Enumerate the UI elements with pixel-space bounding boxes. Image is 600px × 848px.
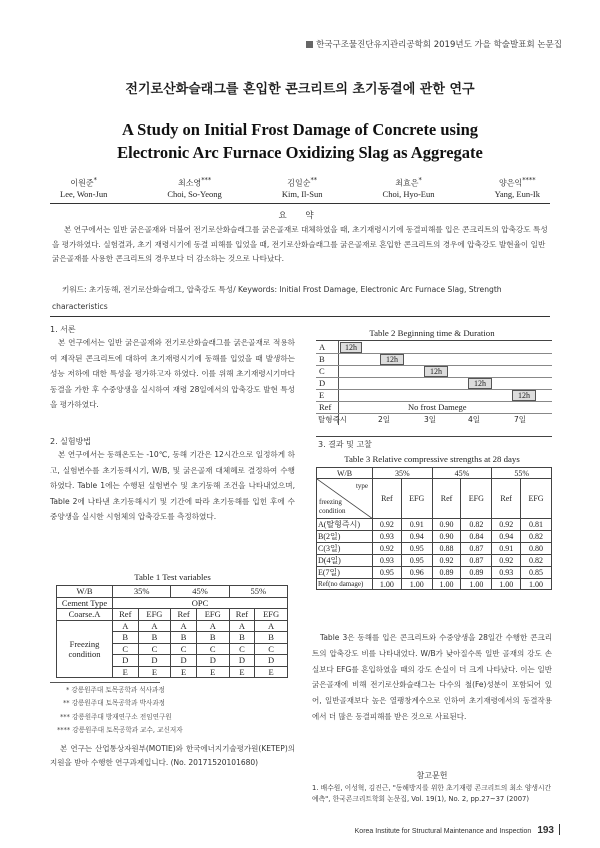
table-row: B(2일) 0.93 0.94 0.90 0.84 0.94 0.82 <box>317 531 552 543</box>
gantt-ref-text: No frost Damege <box>408 402 467 412</box>
section-title: 1. 서론 <box>50 325 76 334</box>
header-mark-icon <box>306 41 313 48</box>
table-row: D D D D D D <box>57 655 288 667</box>
footnotes: * 강릉원주대 토목공학과 석사과정 ** 강릉원주대 토목공학과 박사과정 *** 강릉원주대 방재연구소 전임연구원 **** 강릉원주대 토목공학과 교수, 교신저자 <box>57 686 183 734</box>
title-english-line1: A Study on Initial Frost Damage of Concrete using <box>122 120 478 139</box>
section-text: 본 연구에서는 동해온도는 -10℃, 동해 기간은 12시간으로 일정하게 하고, 실험변수를 초기동해시기, W/B, 및 굵은골재 대체혜로 결정하여 수행하였다. Table 1에는 수행된 실험변수 및 초기동해 조건을 나타내었으며, Table 2에 나타낸 초기동해시기 및 기간에 따라 초기동해를 입힌 후에 수중양생을 실시한 시험체의 압축강도를 측정하였다. <box>50 450 295 521</box>
section-title: 2. 실험방법 <box>50 437 92 446</box>
page-number: 193 <box>537 825 554 836</box>
table-row: A(탈형즉시) 0.92 0.91 0.90 0.82 0.92 0.81 <box>317 519 552 531</box>
keywords: 키워드: 초기동해, 전기로산화슬래그, 압축강도 특성/ Keywords: Initial Frost Damage, Electronic Arc Furnace Slag, Strength characteristics <box>52 285 502 311</box>
table-row: W/B 35% 45% 55% <box>57 586 288 598</box>
author: 최효은* Choi, Hyo-Eun <box>382 176 435 199</box>
table-row: B B B B B B <box>57 632 288 644</box>
abstract-bottom-rule <box>50 316 550 317</box>
title-english-line2: Electronic Arc Furnace Oxidizing Slag as Aggregate <box>117 143 483 162</box>
reference-item: 1. 배수원, 이성혁, 김진근, "동해방지를 위한 초기재령 콘크리트의 최소 양생시간 예측", 한국콘크리트학회 논문집, Vol. 19(1), No. 2, pp.27~37 (2007) <box>312 784 552 803</box>
table2-caption: Table 2 Beginning time & Duration <box>369 328 495 338</box>
section-text-results: Table 3은 동해를 입은 콘크리트와 수중양생을 28일간 수행한 콘크리트의 압축강도 비를 나타내었다. W/B가 낮아질수록 일반 골재의 강도 손실보다 EFG를 혼입하였을 때의 강도 손실이 더 크게 나타났다. 이는 일반 굵은골재에 비해 전기로산화슬래그는 다수의 철(Fe)성분이 포함되어 있어, 일반골재보다 높은 열팽창계수으로 인하여 초기재령에서의 동결작용에서 더 많은 동결피해를 받은 것으로 사료된다. <box>312 633 552 721</box>
gantt-bar: 12h <box>380 354 404 365</box>
table1-caption: Table 1 Test variables <box>134 572 211 582</box>
table-row: D(4일) 0.93 0.95 0.92 0.87 0.92 0.82 <box>317 555 552 567</box>
section-method <box>50 436 295 525</box>
table-row: Coarse.A Ref EFG Ref EFG Ref EFG <box>57 609 288 621</box>
footnote-rule <box>50 682 160 683</box>
abstract-top-rule <box>50 203 550 204</box>
table2-chart: A B C D E Ref 12h 12h 12h 12h 12h No frost Damege 탈형즉시 2일 3일 4일 7일 <box>316 340 552 437</box>
author-list <box>60 176 540 199</box>
table-row: Ref(no damage) 1.00 1.00 1.00 1.00 1.00 1.00 <box>317 579 552 590</box>
section-intro <box>50 324 295 413</box>
author: 이원준* Lee, Won-Jun <box>60 176 108 199</box>
table3 <box>316 467 552 590</box>
section-text: 본 연구에서는 일반 굵은골재와 전기로산화슬래그를 굵은골재로 적용하여 제작된 콘크리트에 대하여 초기재령시기에 동해를 입었을 때 발생하는 성능 저하에 대한 특성을 평가하고자 하였다. 이를 위해 초기재령시기마다 동결을 가한 후 수중양생을 실시하여 재령 28일에서의 압축강도 발현 특성을 평가하였다. <box>50 338 295 409</box>
gantt-bar: 12h <box>340 342 362 353</box>
gantt-bar: 12h <box>512 390 536 401</box>
gantt-bar: 12h <box>424 366 448 377</box>
references-title: 참고문헌 <box>416 771 448 780</box>
table-row: C C C C C C <box>57 643 288 655</box>
running-header: 한국구조물진단유지관리공학회 2019년도 가을 학술발표회 논문집 <box>306 38 562 50</box>
table-row: Cement Type OPC <box>57 597 288 609</box>
gantt-bar: 12h <box>468 378 492 389</box>
page-footer: Korea Institute for Structural Maintenance and Inspection 193 <box>355 824 560 836</box>
section-title-results: 3. 결과 및 고찰 <box>318 440 372 449</box>
table-row: type freezing condition Ref EFG Ref EFG Ref EFG <box>317 479 552 519</box>
abstract-text: 본 연구에서는 일반 굵은골재와 더불어 전기로산화슬래그를 굵은골재로 대체하였을 때, 초기재령시기에 동결피해를 입은 콘크리트의 압축강도 특성을 평가하였다. 실험결과, 초기 재령시기에 동결 피해를 입었을 때, 전기로산화슬래그를 굵은골재로 혼입한 콘크리트의 경우에 압축강도 발현율이 일반 굵은골재를 사용한 콘크리트의 경우보다 더 감소하는 것으로 나타났다. <box>52 225 548 263</box>
table-row: E(7일) 0.95 0.96 0.89 0.89 0.93 0.85 <box>317 567 552 579</box>
abstract-heading: 요 약 <box>278 211 322 221</box>
table3-caption: Table 3 Relative compressive strengths at 28 days <box>344 454 520 464</box>
acknowledgement: 본 연구는 산업통상자원부(MOTIE)와 한국에너지기술평가원(KETEP)의 지원을 받아 수행한 연구과제입니다. (No. 20171520101680) <box>50 744 295 767</box>
table-row: C(3일) 0.92 0.95 0.88 0.87 0.91 0.80 <box>317 543 552 555</box>
title-korean: 전기로산화슬래그를 혼입한 콘크리트의 초기동결에 관한 연구 <box>125 82 475 97</box>
table-row: E E E E E E <box>57 666 288 678</box>
author: 양은익**** Yang, Eun-Ik <box>494 176 540 199</box>
table-row: W/B 35% 45% 55% <box>317 468 552 479</box>
author: 김일순** Kim, Il-Sun <box>281 176 323 199</box>
author: 최소영*** Choi, So-Yeong <box>167 176 222 199</box>
table1 <box>56 585 288 678</box>
table-row: Freezing condition A A A A A A <box>57 620 288 632</box>
